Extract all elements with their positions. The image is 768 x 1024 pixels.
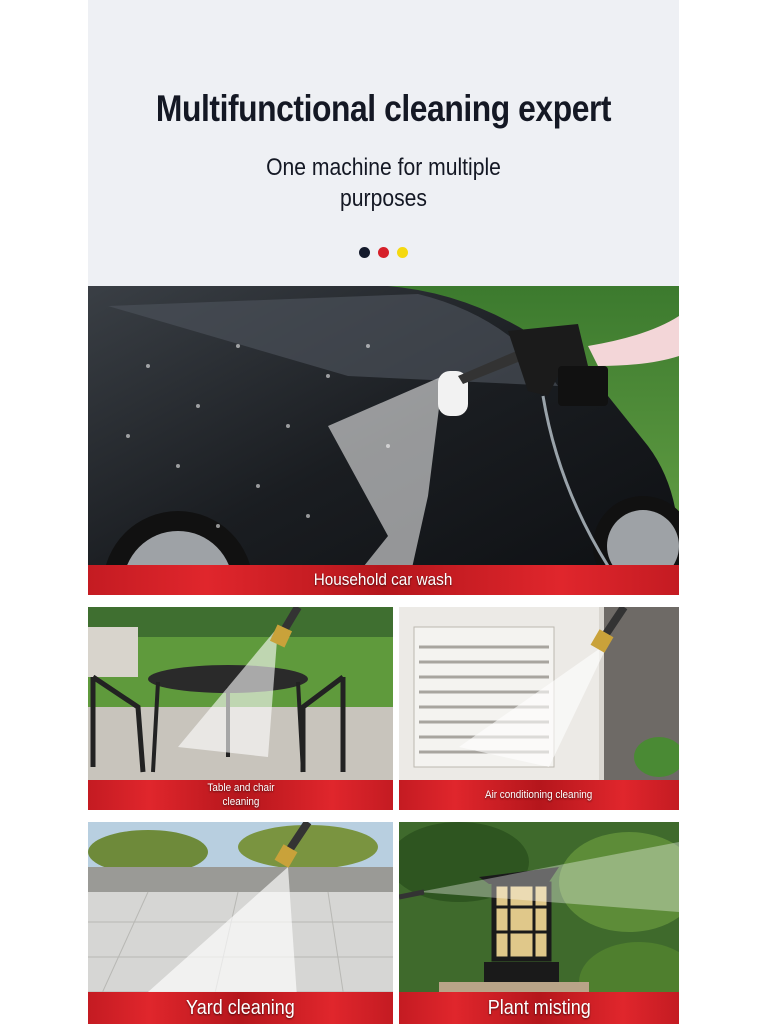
dot-red: [378, 247, 389, 258]
plant-misting-photo: [399, 822, 679, 1024]
ac-cleaning-banner: [399, 780, 679, 810]
color-dots: [88, 247, 679, 258]
yard-cleaning-label: Yard cleaning: [186, 996, 295, 1019]
subtitle-line-2: purposes: [340, 185, 427, 212]
plant-misting-label: Plant misting: [487, 996, 591, 1019]
page-title: Multifunctional cleaning expert: [155, 88, 612, 129]
ac-cleaning-label: Air conditioning cleaning: [485, 789, 593, 801]
plant-misting-banner: [399, 992, 679, 1024]
subtitle-line-1: One machine for multiple: [266, 154, 501, 181]
car-wash-photo: [88, 286, 679, 595]
car-wash-label: Household car wash: [314, 570, 453, 589]
yard-cleaning-photo: [88, 822, 393, 1024]
table-cleaning-label: Table and chair cleaning: [206, 782, 275, 808]
table-cleaning-photo: [88, 607, 393, 810]
dot-yellow: [397, 247, 408, 258]
car-wash-illustration: [88, 286, 679, 595]
ac-cleaning-photo: [399, 607, 679, 810]
page-subtitle: [123, 152, 643, 214]
table-cleaning-banner: [88, 780, 393, 810]
header-panel: [88, 0, 679, 286]
yard-cleaning-banner: [88, 992, 393, 1024]
car-wash-banner: [88, 565, 679, 595]
dot-navy: [359, 247, 370, 258]
